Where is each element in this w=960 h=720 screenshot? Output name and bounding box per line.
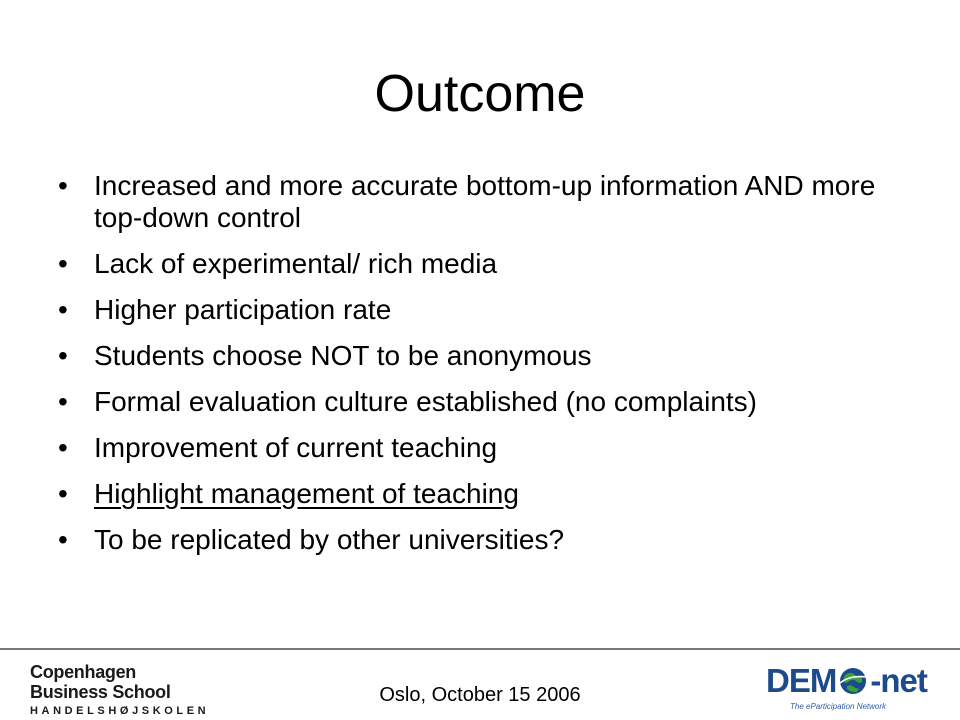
logo-line-2: Business School <box>30 682 171 702</box>
slide-title: Outcome <box>374 65 586 123</box>
globe-icon <box>837 665 869 697</box>
bullet-item <box>58 248 918 280</box>
bullet-item <box>58 294 918 326</box>
bullet-text: Formal evaluation culture established (no complaints) <box>94 386 757 417</box>
footer-date: Oslo, October 15 2006 <box>379 684 581 706</box>
bullet-item <box>58 524 918 556</box>
demo-net-wordmark <box>766 662 927 700</box>
bullet-text: Higher participation rate <box>94 294 392 325</box>
bullet-item <box>58 340 918 372</box>
bullet-item <box>58 432 918 464</box>
bullet-text: Lack of experimental/ rich media <box>94 248 498 279</box>
wordmark-prefix: DEM <box>766 662 837 699</box>
demo-net-logo <box>766 660 926 716</box>
bullet-item <box>58 170 918 234</box>
demo-net-tagline: The eParticipation Network <box>790 702 887 711</box>
logo-line-3: HANDELSHØJSKOLEN <box>30 705 210 717</box>
bullet-item-underlined <box>58 478 918 510</box>
bullet-item <box>58 386 918 418</box>
logo-line-1: Copenhagen <box>30 662 137 682</box>
bullet-text: To be replicated by other universities? <box>94 524 565 555</box>
bullet-text: Improvement of current teaching <box>94 432 498 463</box>
bullet-list <box>58 170 918 570</box>
wordmark-suffix: -net <box>870 662 927 699</box>
bullet-text: Increased and more accurate bottom-up information AND more top-down control <box>94 170 876 233</box>
footer-divider <box>0 648 960 650</box>
bullet-text: Students choose NOT to be anonymous <box>94 340 592 371</box>
bullet-text: Highlight management of teaching <box>94 478 519 509</box>
